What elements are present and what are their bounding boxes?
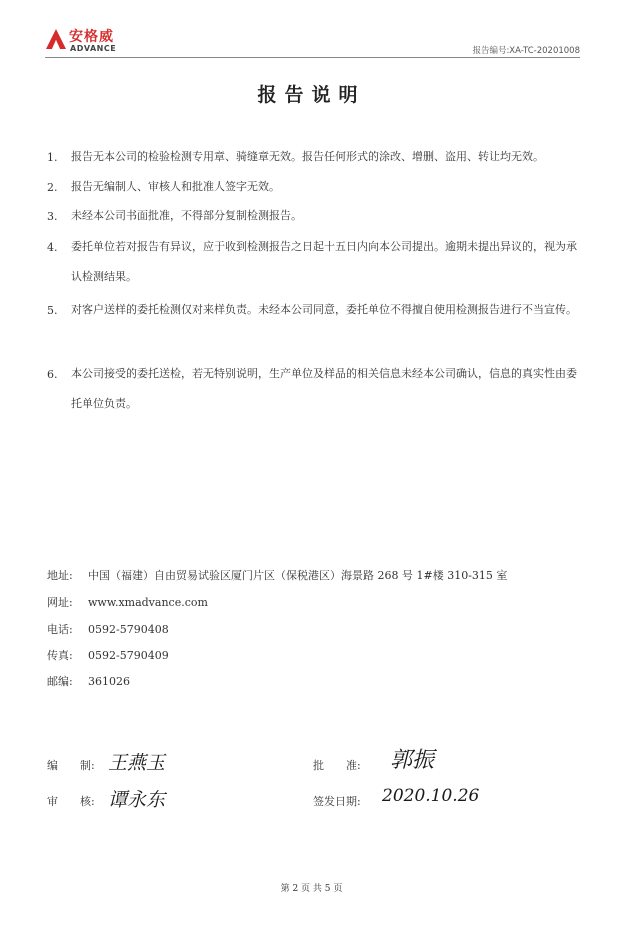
item-text: 对客户送样的委托检测仅对来样负责。未经本公司同意，委托单位不得擅自使用检测报告进行不当宣传。: [71, 303, 577, 316]
company-logo: [45, 26, 125, 56]
item-text: 未经本公司书面批准，不得部分复制检测报告。: [71, 209, 302, 222]
contact-postcode: [47, 673, 130, 689]
contact-phone: [47, 621, 169, 637]
approved-by-label: 批 准:: [313, 759, 361, 772]
header-divider: [45, 57, 580, 58]
logo-english-name: ADVANCE: [70, 44, 117, 53]
fax-value: 0592-5790409: [88, 649, 169, 662]
page-number: 第 2 页 共 5 页: [280, 884, 343, 894]
issue-date-label: 签发日期:: [313, 795, 361, 808]
postcode-value: 361026: [88, 675, 130, 688]
reviewed-by-label: 审 核:: [47, 795, 95, 808]
report-number: 报告编号:XA-TC-20201008: [472, 46, 580, 56]
website-label: 网址:: [47, 596, 73, 609]
item-text: 报告无编制人、审核人和批准人签字无效。: [71, 180, 280, 193]
item-number: 5.: [47, 304, 58, 317]
phone-label: 电话:: [47, 623, 73, 636]
item-text: 报告无本公司的检验检测专用章、骑缝章无效。报告任何形式的涂改、增删、盗用、转让均无效。: [71, 150, 544, 163]
prepared-by-label: 编 制:: [47, 759, 95, 772]
approved-by-signature: 郭振: [390, 748, 435, 773]
website-value: www.xmadvance.com: [88, 596, 208, 609]
page-title: 报告说明: [257, 84, 366, 106]
item-number: 1.: [47, 151, 58, 164]
item-number: 6.: [47, 368, 58, 381]
reviewed-by-signature: 谭永东: [108, 789, 166, 811]
contact-website: [47, 594, 208, 610]
contact-address: [47, 567, 507, 583]
address-value: 中国（福建）自由贸易试验区厦门片区（保税港区）海景路 268 号 1#楼 310-315 室: [88, 569, 508, 582]
contact-fax: [47, 647, 169, 663]
prepared-by-signature: 王燕玉: [108, 752, 166, 774]
phone-value: 0592-5790408: [88, 623, 169, 636]
item-number: 3.: [47, 210, 58, 223]
item-text: 委托单位若对报告有异议，应于收到检测报告之日起十五日内向本公司提出。逾期未提出异议的，视为承认检测结果。: [71, 240, 577, 283]
item-number: 2.: [47, 181, 58, 194]
item-number: 4.: [47, 241, 58, 254]
item-text: 本公司接受的委托送检，若无特别说明，生产单位及样品的相关信息未经本公司确认，信息的真实性由委托单位负责。: [71, 367, 577, 410]
postcode-label: 邮编:: [47, 675, 73, 688]
fax-label: 传真:: [47, 649, 73, 662]
issue-date-value: 2020.10.26: [382, 786, 480, 806]
logo-mark-icon: [45, 28, 67, 50]
logo-chinese-name: 安格威: [69, 29, 114, 45]
address-label: 地址:: [47, 569, 73, 582]
